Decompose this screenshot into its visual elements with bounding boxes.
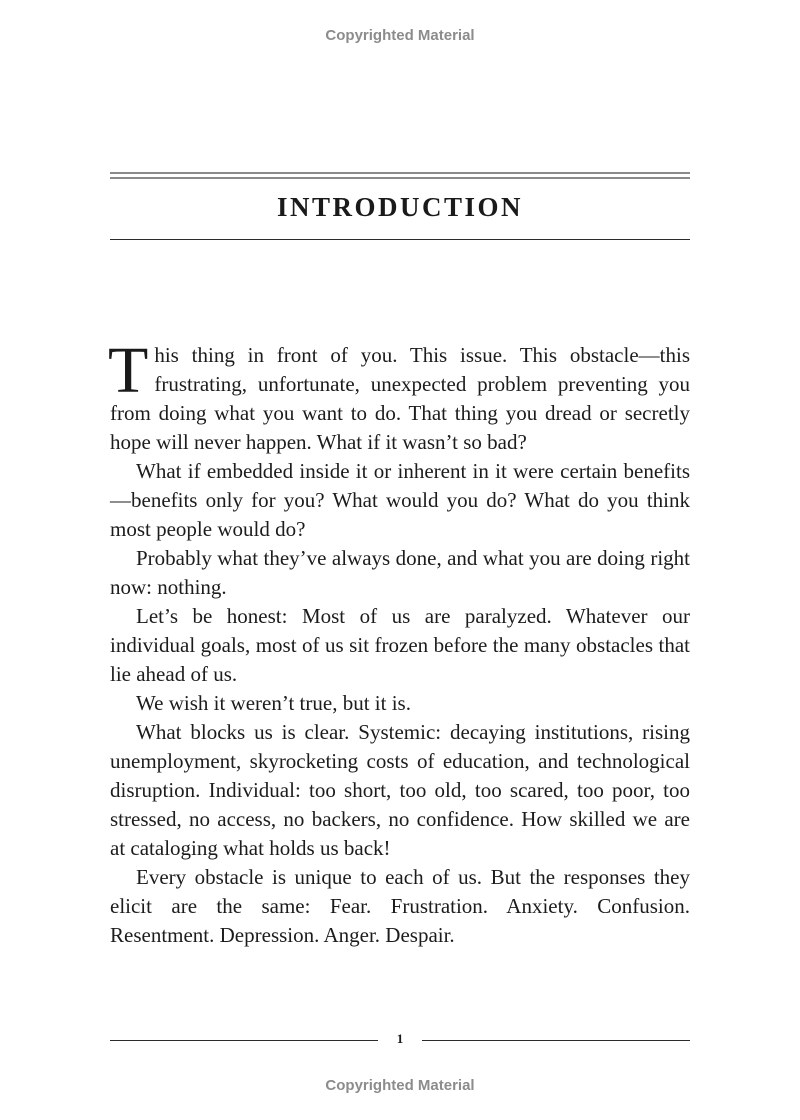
paragraph-1-text: his thing in front of you. This issue. This obstacle—this frustrating, unfortunate, unexpected problem preventing you from doing what you want to do. That thing you dread or secretly hope will never happen. What if it wasn’t so bad? <box>110 343 690 454</box>
copyright-watermark-bottom: Copyrighted Material <box>325 1077 475 1094</box>
paragraph-4: Let’s be honest: Most of us are paralyzed. Whatever our individual goals, most of us sit frozen before the many obstacles that lie ahead of us. <box>110 604 690 686</box>
paragraph-7: Every obstacle is unique to each of us. But the responses they elicit are the same: Fear. Frustration. Anxiety. Confusion. Resentment. Depression. Anger. Despair. <box>110 865 690 947</box>
paragraph-1 <box>108 334 690 457</box>
chapter-title: INTRODUCTION <box>276 192 524 222</box>
header-double-rule-top <box>110 172 690 174</box>
paragraph-2: What if embedded inside it or inherent in it were certain benefits—benefits only for you? What would you do? What do you think most people would do? <box>110 459 690 541</box>
footer-rule-left <box>110 1040 378 1041</box>
paragraph-6: What blocks us is clear. Systemic: decaying institutions, rising unemployment, skyrocketing costs of education, and technological disruption. Individual: too short, too old, too scared, too poor, too stressed, no access, no backers, no confidence. How skilled we are at cataloging what holds us back! <box>110 720 690 860</box>
copyright-watermark-top: Copyrighted Material <box>325 27 475 44</box>
header-double-rule-bottom <box>110 177 690 179</box>
drop-cap: T <box>108 334 149 407</box>
page-number: 1 <box>396 1031 404 1046</box>
title-underline-rule <box>110 239 690 240</box>
paragraph-5: We wish it weren’t true, but it is. <box>136 691 411 715</box>
footer-rule-right <box>422 1040 690 1041</box>
paragraph-3: Probably what they’ve always done, and what you are doing right now: nothing. <box>110 546 690 599</box>
body-text <box>108 334 690 950</box>
